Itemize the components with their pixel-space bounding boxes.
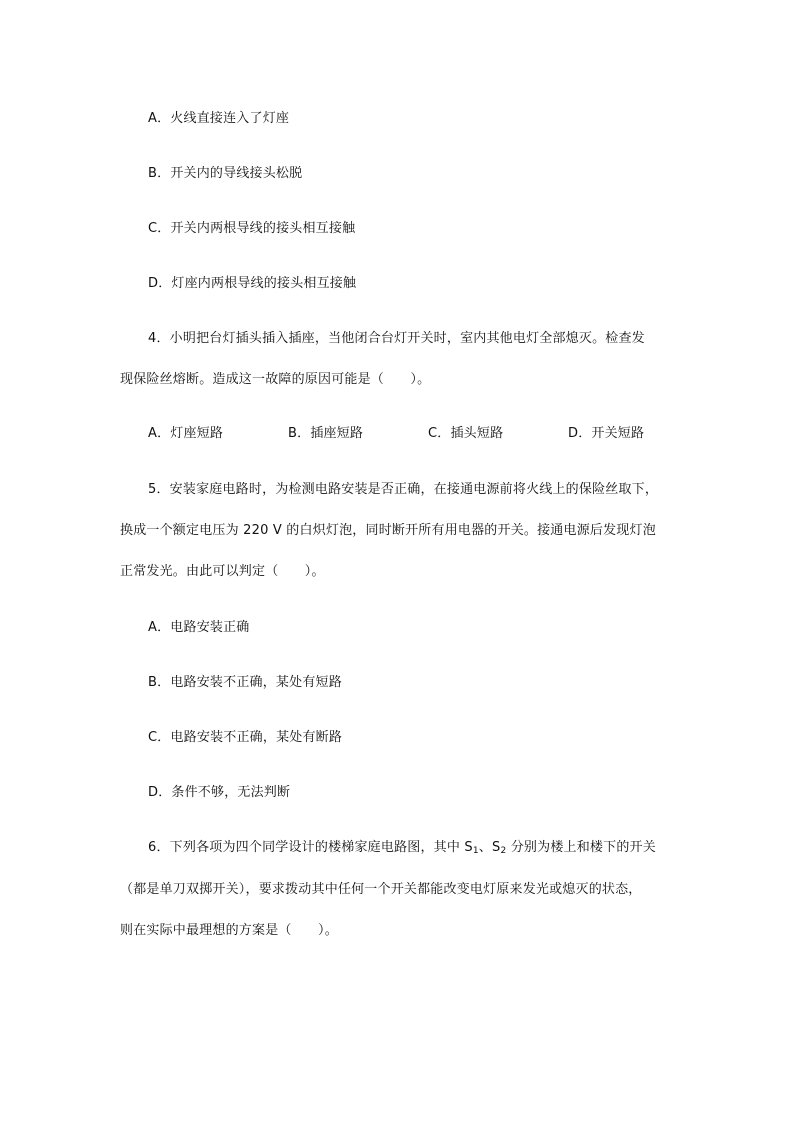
q6-stem-line2: （都是单刀双掷开关），要求拨动其中任何一个开关都能改变电灯原来发光或熄灭的状态，: [120, 882, 642, 897]
q5-stem-line1: 5．安装家庭电路时，为检测电路安装是否正确，在接通电源前将火线上的保险丝取下，: [148, 482, 659, 497]
q5-stem-line3: 正常发光。由此可以判定（ ）。: [120, 564, 325, 579]
q5-option-a: A．电路安装正确: [148, 620, 250, 635]
q6-stem-line1: [148, 839, 656, 860]
q5-option-c: C．电路安装不正确，某处有断路: [148, 730, 343, 745]
q4-stem-line1: 4．小明把台灯插头插入插座，当他闭合台灯开关时，室内其他电灯全部熄灭。检查发: [148, 331, 645, 346]
q6-stem-line3: 则在实际中最理想的方案是（ ）。: [120, 923, 338, 938]
q4-option-a: A．灯座短路: [148, 426, 224, 441]
q4-option-b: B．插座短路: [288, 426, 364, 441]
q4-stem-line2: 现保险丝熔断。造成这一故障的原因可能是（ ）。: [120, 372, 431, 387]
q6-s2-subscript: 2: [500, 846, 507, 856]
q3-option-c: C．开关内两根导线的接头相互接触: [148, 221, 356, 236]
q5-option-b: B．电路安装不正确，某处有短路: [148, 675, 342, 690]
q5-option-d: D．条件不够，无法判断: [148, 785, 291, 800]
q6-line1-pre: 6．下列各项为四个同学设计的楼梯家庭电路图，其中 S: [148, 840, 473, 855]
q6-separator: 、S: [478, 840, 501, 855]
q3-option-d: D．灯座内两根导线的接头相互接触: [148, 276, 357, 291]
q4-option-c: C．插头短路: [428, 426, 504, 441]
q6-line1-post: 分别为楼上和楼下的开关: [506, 840, 656, 855]
q3-option-b: B．开关内的导线接头松脱: [148, 166, 303, 181]
q5-stem-line2: 换成一个额定电压为 220 V 的白炽灯泡，同时断开所有用电器的开关。接通电源后发现灯泡: [120, 523, 656, 538]
q6-s1-subscript: 1: [472, 846, 479, 856]
q3-option-a: A．火线直接连入了灯座: [148, 111, 290, 126]
q4-option-d: D．开关短路: [568, 426, 645, 441]
